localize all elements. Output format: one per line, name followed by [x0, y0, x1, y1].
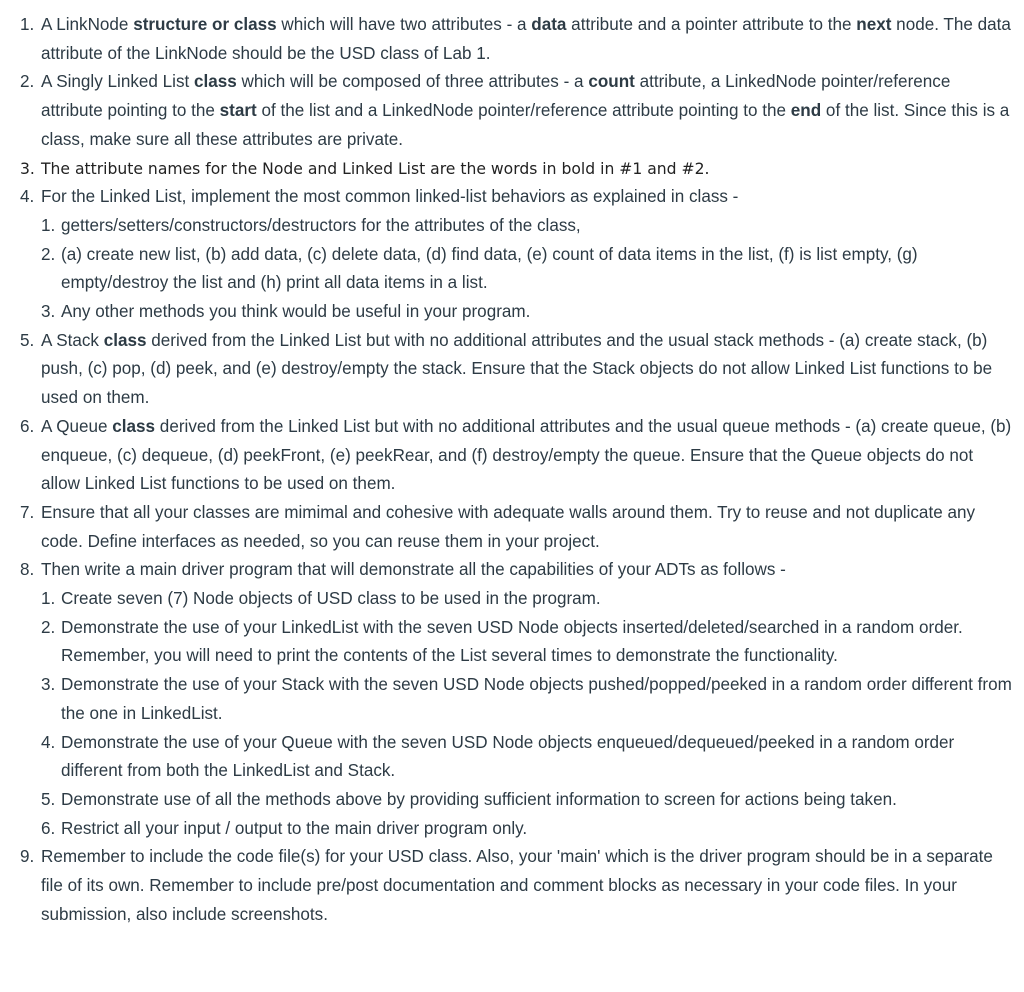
subitem-text: Create seven (7) Node objects of USD class to be used in the program. [61, 589, 601, 609]
subitem-number: 2. [41, 617, 56, 637]
subitem [41, 212, 1014, 241]
text-segment: A Stack [41, 330, 104, 350]
subitem [41, 815, 1014, 844]
subitem-number: 3. [41, 675, 56, 695]
item-number: 6. [20, 416, 35, 436]
subitem-text: Demonstrate the use of your Stack with the seven USD Node objects pushed/popped/peeked in a random order different from the one in LinkedList. [61, 675, 1012, 723]
subitem-number: 5. [41, 789, 56, 809]
text-segment: For the Linked List, implement the most common linked-list behaviors as explained in class - [41, 187, 739, 207]
subitem-number: 1. [41, 589, 56, 609]
subitem-text: Restrict all your input / output to the main driver program only. [61, 818, 528, 838]
subitem [41, 585, 1014, 614]
text-segment: Ensure that all your classes are mimimal and cohesive with adequate walls around them. Try to reuse and not duplicate any code. Define interfaces as needed, so you can reuse them in your project. [41, 502, 976, 551]
requirement-9 [20, 843, 1014, 929]
subitem-number: 4. [41, 732, 56, 752]
subitem [41, 614, 1014, 671]
requirement-1 [20, 11, 1014, 68]
subitem-text: getters/setters/constructors/destructors for the attributes of the class, [61, 215, 581, 235]
subitem [41, 241, 1014, 298]
text-segment: of the list. Since this is a class, make sure all these attributes are private. [41, 101, 1010, 149]
text-segment: derived from the Linked List but with no additional attributes and the usual stack methods - (a) create stack, (b) push, (c) pop, (d) peek, and (e) destroy/empty the stack. Ensure that the Stack objects do not allow Linked List functions to be used on them. [41, 330, 993, 408]
bold-term: count [588, 72, 635, 92]
item-number: 1. [20, 15, 35, 34]
subitem-text: Demonstrate use of all the methods above by providing sufficient information to screen for actions being taken. [61, 789, 897, 809]
requirement-8 [20, 556, 1014, 843]
bold-term: data [531, 15, 567, 34]
subitem [41, 298, 1014, 327]
subitem-number: 3. [41, 302, 56, 322]
text-segment: which will have two attributes - a [276, 15, 532, 34]
text-segment: A LinkNode [41, 15, 134, 34]
requirement-5 [20, 327, 1014, 413]
text-segment: of the list and a LinkedNode pointer/reference attribute pointing to the [256, 101, 791, 121]
requirement-4 [20, 183, 1014, 327]
bold-term: class [103, 330, 147, 350]
item-number: 5. [20, 330, 35, 350]
subitem-number: 1. [41, 215, 56, 235]
text-segment: Remember to include the code file(s) for your USD class. Also, your 'main' which is the driver program should be in a separate file of its own. Remember to include pre/post documentation and comment blocks as necessary in your code files. In your submission, also include screenshots. [41, 847, 993, 924]
text-segment: The attribute names for the Node and Linked List are the words in bold in #1 and #2. [41, 159, 710, 178]
text-segment: attribute, a LinkedNode pointer/reference attribute pointing to the [41, 72, 951, 121]
bold-term: next [856, 15, 892, 34]
requirements-list [20, 11, 1014, 930]
requirement-6 [20, 413, 1014, 499]
requirement-2 [20, 68, 1014, 154]
text-segment: Then write a main driver program that will demonstrate all the capabilities of your ADTs as follows - [41, 560, 786, 580]
driver-program-sublist [41, 585, 1014, 843]
requirement-7 [20, 499, 1014, 556]
item-number: 4. [20, 187, 35, 207]
subitem-text: (a) create new list, (b) add data, (c) delete data, (d) find data, (e) count of data items in the list, (f) is list empty, (g) empty/destroy the list and (h) print all data items in a list. [61, 244, 918, 293]
bold-term: structure or class [133, 15, 277, 34]
subitem-number: 6. [41, 818, 56, 838]
bold-term: class [112, 416, 156, 436]
subitem [41, 729, 1014, 786]
bold-term: class [193, 72, 237, 92]
linked-list-behaviors-sublist [41, 212, 1014, 327]
subitem-text: Any other methods you think would be useful in your program. [61, 302, 531, 322]
subitem-text: Demonstrate the use of your Queue with the seven USD Node objects enqueued/dequeued/peeked in a random order different from both the LinkedList and Stack. [61, 732, 955, 781]
subitem-text: Demonstrate the use of your LinkedList with the seven USD Node objects inserted/deleted/searched in a random order. Remember, you will need to print the contents of the List several times to demonstrate the functionality. [61, 617, 963, 666]
subitem-number: 2. [41, 244, 56, 264]
item-number: 8. [20, 560, 35, 580]
bold-term: end [790, 101, 822, 121]
requirement-3 [20, 155, 1014, 184]
text-segment: node. The data attribute of the LinkNode should be the USD class of Lab 1. [41, 15, 1011, 63]
item-number: 2. [20, 72, 35, 92]
text-segment: derived from the Linked List but with no additional attributes and the usual queue methods - (a) create queue, (b) enqueue, (c) dequeue, (d) peekFront, (e) peekRear, and (f) destroy/empty the queue. Ensure that the Queue objects do not allow Linked List functions to be used on them. [41, 416, 1012, 494]
text-segment: which will be composed of three attributes - a [236, 72, 589, 92]
subitem [41, 786, 1014, 815]
item-number: 3. [20, 159, 35, 178]
item-number: 9. [20, 847, 35, 867]
text-segment: A Queue [41, 416, 113, 436]
text-segment: A Singly Linked List [41, 72, 194, 92]
text-segment: attribute and a pointer attribute to the [566, 15, 857, 34]
bold-term: start [219, 101, 257, 121]
item-number: 7. [20, 502, 35, 522]
subitem [41, 671, 1014, 728]
